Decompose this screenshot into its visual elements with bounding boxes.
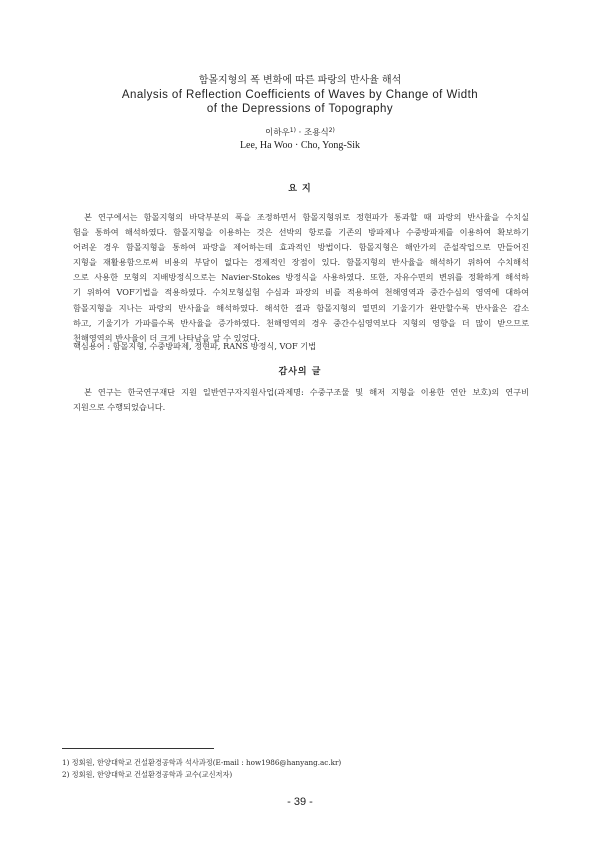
title-block <box>0 74 600 116</box>
author-block <box>0 125 600 152</box>
title-korean: 함몰지형의 폭 변화에 따른 파랑의 반사율 해석 <box>198 75 402 86</box>
title-english-line2: of the Depressions of Topography <box>206 103 394 115</box>
author-separator: · <box>295 128 305 138</box>
page-number: - 39 - <box>287 796 313 808</box>
author-name-1: 이하우 <box>265 128 290 138</box>
footnote-2: 2) 정회원, 한양대학교 건설환경공학과 교수(교신저자) <box>62 770 233 779</box>
abstract-line: 하고, 기울기가 가파를수록 반사율을 증가하였다. 천해영역의 경우 중간수심영역보다 지형의 영향을 더 많이 받으므로 <box>73 317 529 328</box>
abstract-line: 으로 사용한 모형의 지배방정식으로는 Navier-Stokes 방정식을 사용하였다. 또한, 자유수면의 변위를 정확하게 해석하 <box>73 272 529 283</box>
footnote-1: 1) 정회원, 한양대학교 건설환경공학과 석사과정(E-mail : how1986@hanyang.ac.kr) <box>62 758 342 767</box>
abstract-line: 지형을 재활용함으로써 비용의 부담이 없다는 경제적인 장점이 있다. 함몰지형의 반사율을 해석하기 위하여 수치해석 <box>73 257 529 268</box>
abstract-line: 본 연구에서는 함몰지형의 바닥부분의 폭을 조정하면서 함몰지형위로 정현파가 통과할 때 파랑의 반사율을 수치실 <box>84 212 529 222</box>
keywords-label: 핵심용어 <box>73 341 105 351</box>
author-footnote-mark-2: 2) <box>328 127 335 134</box>
keywords-line <box>73 340 529 352</box>
author-name-2: 조용식 <box>304 128 329 138</box>
footnote-divider <box>62 748 214 749</box>
acknowledgment-body <box>73 385 529 415</box>
acknowledgment-line: 본 연구는 한국연구재단 지원 일반연구자지원사업(과제명: 수중구조물 및 해저 지형을 이용한 연안 보호)의 연구비 <box>84 387 529 397</box>
abstract-line: 기 위하여 VOF기법을 적용하였다. 수치모형실험 수심과 파장의 비를 적용하여 천해영역과 중간수심의 영역에 대하여 <box>73 287 529 298</box>
keywords-separator: : <box>104 341 113 351</box>
authors-korean <box>0 125 600 139</box>
abstract-line: 험을 통하여 해석하였다. 함몰지형을 이용하는 것은 선박의 항로를 기존의 방파제나 수중방파제를 이용하여 확보하기 <box>73 227 529 238</box>
authors-english: Lee, Ha Woo · Cho, Yong-Sik <box>239 140 361 151</box>
acknowledgment-heading: 감사의 글 <box>278 367 322 377</box>
abstract-line: 함몰지형을 지나는 파랑의 반사율을 해석하였다. 해석한 결과 함몰지형의 열면의 기울기가 완만할수록 반사율은 감소 <box>73 302 529 313</box>
abstract-line: 천해영역의 반사율이 더 크게 나타남을 알 수 있었다. <box>73 332 260 343</box>
title-english-line1: Analysis of Reflection Coefficients of Waves by Change of Width <box>121 89 479 101</box>
author-footnote-mark-1: 1) <box>289 127 296 134</box>
abstract-heading: 요 지 <box>288 184 312 194</box>
footnotes <box>62 757 522 781</box>
abstract-line: 어려운 경우 함몰지형을 통하여 파랑을 제어하는데 효과적인 방법이다. 함몰지형은 해안가의 준설작업으로 만들어진 <box>73 242 529 253</box>
abstract-body <box>73 210 529 346</box>
acknowledgment-line: 지원으로 수행되었습니다. <box>73 402 166 413</box>
keywords-terms: 함몰지형, 수중방파제, 정현파, RANS 방정식, VOF 기법 <box>112 341 317 351</box>
